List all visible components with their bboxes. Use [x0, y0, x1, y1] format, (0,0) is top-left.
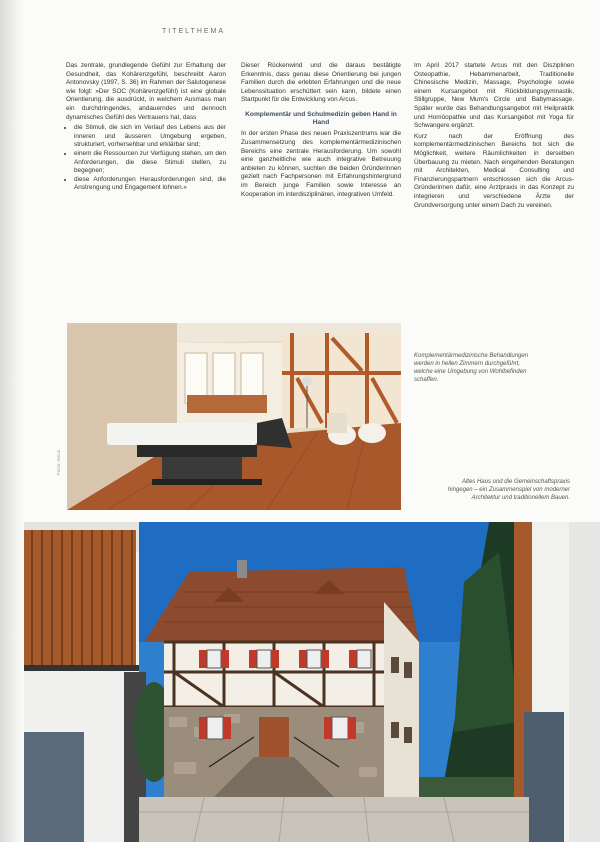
building-exterior-photo: [24, 522, 600, 842]
text-column-2: [241, 62, 401, 201]
section-header: TITELTHEMA: [162, 28, 226, 35]
photo-caption: Altes Haus und die Gemeinschaftspraxis hingegen – ein Zusammenspiel von moderner Architektur und traditionellem Bauen.: [447, 479, 570, 501]
photo-credit: Fotos: Arcus: [56, 450, 61, 476]
paragraph: Kurz nach der Eröffnung des komplementärmedizinischen Bereichs bot sich die Möglichkeit, weitere Räumlichkeiten in derselben Überbauung zu mieten. Nach eingehenden Beratungen mit Architekten, Medical Consulting und Finanzierungspartnern entschlossen sich die Arcus-Gründerinnen dafür, eine Arztpraxis in das Konzept zu integrieren und verschiedene Ärzte der Grundversorgung unter einem Dach zu vereinen.: [414, 132, 574, 209]
bullet-item: • die Stimuli, die sich im Verlauf des Lebens aus der inneren und äusseren Umgebung ergeben, strukturiert, vorhersehbar und erklärbar sind;: [74, 124, 226, 150]
text-column-1: [66, 62, 226, 193]
subheading: Komplementär und Schulmedizin geben Hand in Hand: [245, 110, 397, 127]
treatment-room-photo: [67, 323, 401, 510]
photo-caption: Komplementärmedizinische Behandlungen werden in hellen Zimmern durchgeführt, welche eine Umgebung von Wohlbefinden schaffen.: [414, 353, 529, 383]
bullet-item: • einem die Ressourcen zur Verfügung stehen, um den Anforderungen, die diese Stimuli stellen, zu begegnen;: [74, 150, 226, 176]
paragraph: Dieser Rückenwind und die daraus bestätigte Erkenntnis, dass genau diese Orientierung bei jungen Familien durch die erlebten Erfahrungen und die neue Lebenssituation erschüttert sein kann, bildete einen Startpunkt für die Entwicklung von Arcus.: [241, 62, 401, 104]
bullet-list: [66, 124, 226, 193]
text-column-3: [414, 62, 574, 212]
paragraph: Im April 2017 startete Arcus mit den Disziplinen Osteopathie, Hebammenarbeit, Traditionelle Chinesische Medizin, Massage, Psychologie sowie einem Kursangebot mit Rückbildungsgymnastik, Stillgruppe, New Mum's Circle und Babymassage. Später wurde das Behandlungsangebot mit Heilpraktik und Homöopathie und das Kursangebot mit Yoga für Schwangere ergänzt.: [414, 62, 574, 130]
page-spine-shadow: [0, 0, 24, 842]
paragraph: In der ersten Phase des neuen Praxiszentrums war die Zusammensetzung des komplementärmedizinischen Bereichs eine zentrale Herausforderung. Um sowohl eine ganzheitliche wie auch integrative Betreuung anbieten zu können, suchten die beiden Gründerinnen gezielt nach Fachpersonen mit Erfahrungshintergrund im Bereich junge Familien sowie Interesse an Kooperation im interdisziplinären, integrativen Umfeld.: [241, 130, 401, 198]
paragraph: Das zentrale, grundlegende Gefühl zur Erhaltung der Gesundheit, das Kohärenzgefühl, beschreibt Aaron Antonovsky (1997, S. 36) im Rahmen der Salutogenese wie folgt: »Der SOC (Kohärenzgefühl) ist eine globale Orientierung, die ausdrückt, in welchem Ausmass man ein durchdringendes, andauerndes und dennoch dynamisches Gefühl des Vertrauens hat, dass: [66, 62, 226, 121]
bullet-item: • diese Anforderungen Herausforderungen sind, die Anstrengung und Engagement lohnen.«: [74, 176, 226, 193]
